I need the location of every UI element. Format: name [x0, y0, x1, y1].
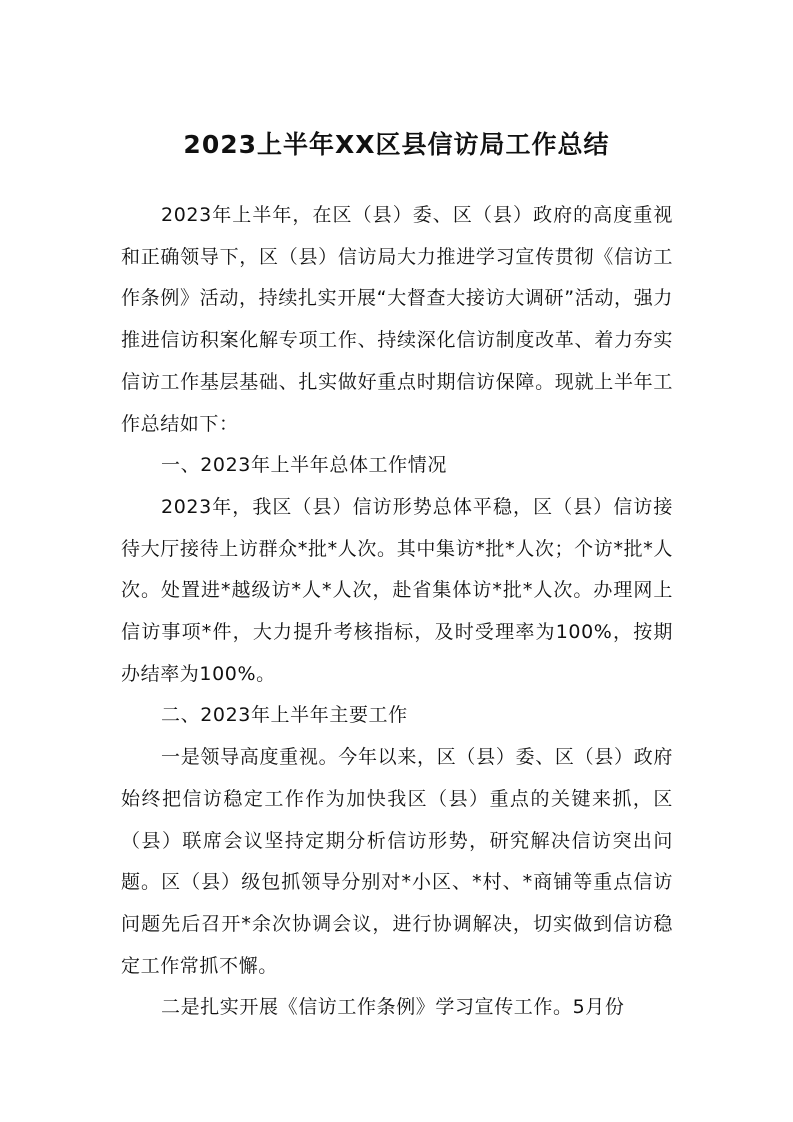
paragraph-overall-situation: 2023年，我区（县）信访形势总体平稳，区（县）信访接待大厅接待上访群众*批*人次。其中集访*批*人次；个访*批*人次。处置进*越级访*人*人次，赴省集体访*批*人次。办理网上信访事项*件，大力提升考核指标，及时受理率为100%，按期办结率为100%。: [121, 495, 673, 685]
paragraph-intro: 2023年上半年，在区（县）委、区（县）政府的高度重视和正确领导下，区（县）信访局大力推进学习宣传贯彻《信访工作条例》活动，持续扎实开展“大督查大接访大调研”活动，强力推进信访积案化解专项工作、持续深化信访制度改革、着力夯实信访工作基层基础、扎实做好重点时期信访保障。现就上半年工作总结如下：: [121, 204, 673, 435]
section-heading-main-work: 二、2023年上半年主要工作: [161, 704, 408, 727]
document-body: [121, 195, 673, 1029]
section-heading-overall: 一、2023年上半年总体工作情况: [161, 454, 447, 477]
document-title: 2023上半年XX区县信访局工作总结: [183, 130, 610, 159]
paragraph-leadership: 一是领导高度重视。今年以来，区（县）委、区（县）政府始终把信访稳定工作作为加快我区（县）重点的关键来抓，区（县）联席会议坚持定期分析信访形势，研究解决信访突出问题。区（县）级包抓领导分别对*小区、*村、*商铺等重点信访问题先后召开*余次协调会议，进行协调解决，切实做到信访稳定工作常抓不懈。: [121, 746, 673, 977]
paragraph-regulation-study: 二是扎实开展《信访工作条例》学习宣传工作。5月份: [161, 996, 625, 1019]
